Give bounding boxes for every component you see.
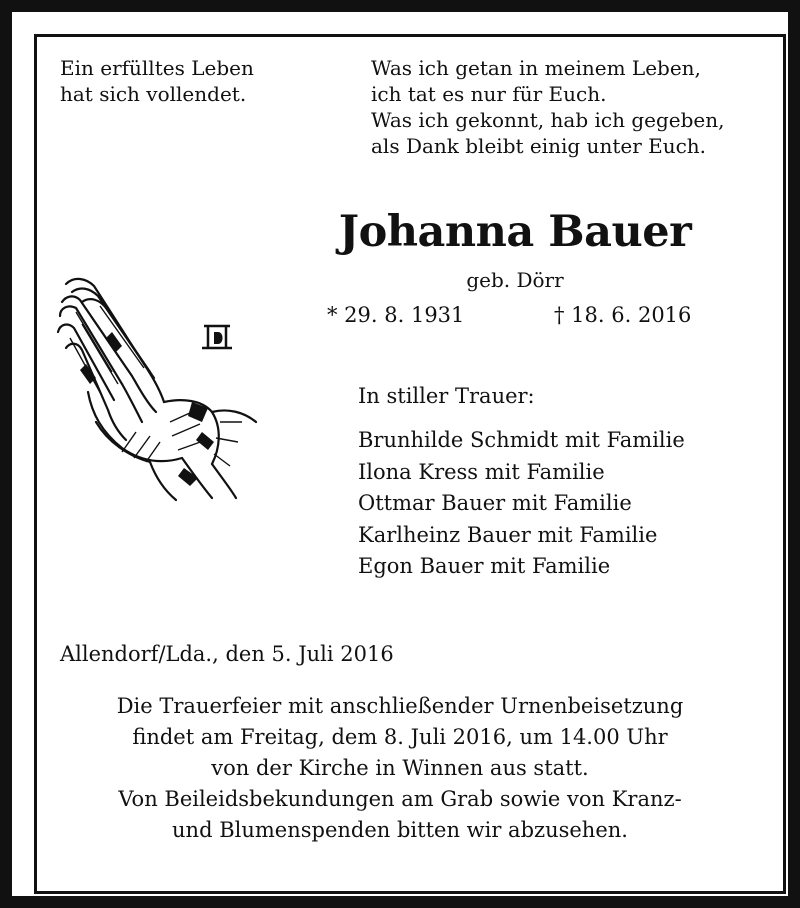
birth-date: * 29. 8. 1931 (327, 303, 465, 327)
verse-left-line: Ein erfülltes Leben (60, 56, 254, 80)
praying-hands-icon (52, 272, 262, 512)
mourner-entry: Brunhilde Schmidt mit Familie (358, 428, 685, 452)
service-details (40, 691, 760, 846)
mourners-list (358, 425, 685, 583)
verse-right-line: Was ich gekonnt, hab ich gegeben, (371, 108, 725, 132)
mourning-heading: In stiller Trauer: (358, 384, 535, 408)
mourner-entry: Karlheinz Bauer mit Familie (358, 522, 658, 547)
maiden-name: geb. Dörr (466, 268, 564, 292)
service-line: Von Beileidsbekundungen am Grab sowie von Kranz- (118, 787, 682, 811)
verse-right-line: ich tat es nur für Euch. (371, 82, 607, 106)
verse-right-line: Was ich getan in meinem Leben, (371, 56, 701, 80)
mourner-entry: Ilona Kress mit Familie (358, 459, 605, 484)
verse-right (371, 55, 724, 159)
verse-left (60, 55, 254, 107)
place-and-date: Allendorf/Lda., den 5. Juli 2016 (60, 642, 394, 666)
monogram-ad-icon (202, 326, 232, 348)
service-line: und Blumenspenden bitten wir abzusehen. (172, 818, 628, 842)
service-line: findet am Freitag, dem 8. Juli 2016, um 14.00 Uhr (132, 725, 668, 749)
service-line: Die Trauerfeier mit anschließender Urnenbeisetzung (116, 694, 684, 718)
mourner-entry: Ottmar Bauer mit Familie (358, 491, 632, 515)
mourner-entry: Egon Bauer mit Familie (358, 554, 611, 578)
verse-left-line: hat sich vollendet. (60, 82, 247, 106)
verse-right-line: als Dank bleibt einig unter Euch. (371, 134, 707, 158)
death-date: † 18. 6. 2016 (554, 303, 692, 327)
service-line: von der Kirche in Winnen aus statt. (211, 756, 589, 780)
deceased-name: Johanna Bauer (338, 207, 692, 257)
